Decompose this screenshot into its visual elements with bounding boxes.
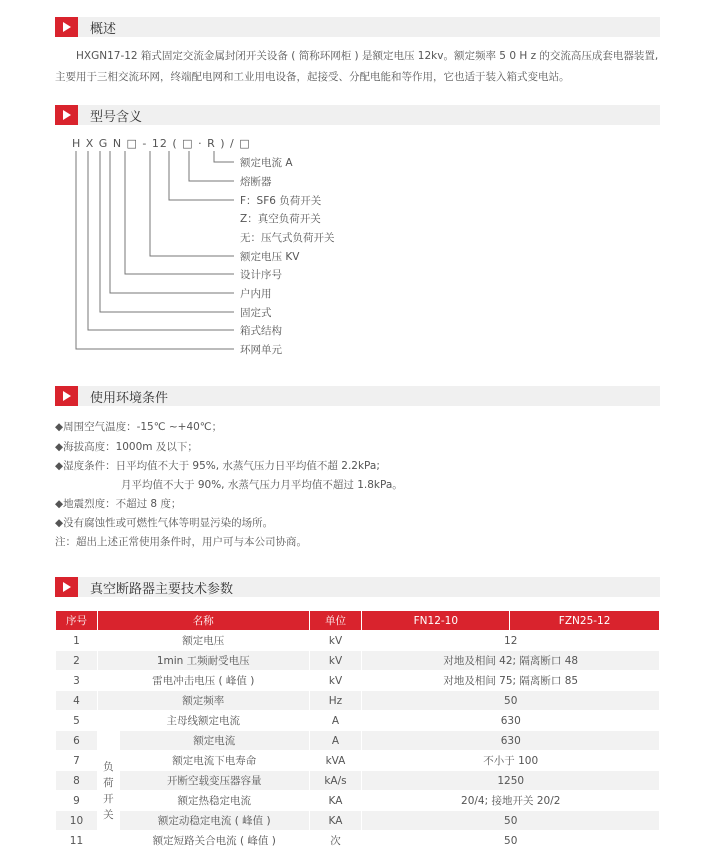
table-row	[56, 771, 660, 791]
table-row	[56, 671, 660, 691]
cell-value: 630	[362, 731, 660, 751]
table-row	[56, 651, 660, 671]
cell-value: 20/4; 接地开关 20/2	[362, 791, 660, 811]
cell-unit: KA	[309, 811, 362, 831]
cell-value: 不小于 100	[362, 751, 660, 771]
model-label: 设计序号	[240, 269, 282, 281]
model-label: 熔断器	[240, 176, 272, 188]
cell-no: 3	[56, 671, 98, 691]
cell-value: 12	[362, 631, 660, 651]
model-label: Z：真空负荷开关	[240, 213, 321, 225]
header-fzn25: FZN25-12	[510, 611, 660, 631]
condition-line: 月平均值不大于 90%, 水蒸气压力月平均值不超过 1.8kPa。	[121, 479, 403, 491]
table-header-row	[56, 611, 660, 631]
table-row	[56, 831, 660, 851]
cell-no: 2	[56, 651, 98, 671]
cell-unit: A	[309, 731, 362, 751]
params-table	[55, 610, 660, 851]
cell-value: 1250	[362, 771, 660, 791]
cell-name: 额定动稳定电流 ( 峰值 )	[119, 811, 309, 831]
cell-no: 10	[56, 811, 98, 831]
cell-unit: kVA	[309, 751, 362, 771]
cell-no: 9	[56, 791, 98, 811]
cell-no: 6	[56, 731, 98, 751]
cell-value: 630	[362, 711, 660, 731]
section-title: 真空断路器主要技术参数	[90, 581, 234, 597]
condition-line: ◆海拔高度：1000m 及以下；	[55, 441, 198, 453]
cell-no: 7	[56, 751, 98, 771]
condition-line: ◆没有腐蚀性或可燃性气体等明显污染的场所。	[55, 517, 274, 529]
model-code: H X G N □ - 12 ( □ · R ) / □	[72, 137, 251, 150]
header-name: 名称	[97, 611, 309, 631]
model-label: 箱式结构	[240, 325, 282, 337]
cell-unit: kA/s	[309, 771, 362, 791]
section-header-environment	[55, 386, 660, 406]
model-label: 额定电流 A	[240, 157, 293, 169]
model-label: 无：压气式负荷开关	[240, 232, 335, 244]
cell-name: 雷电冲击电压 ( 峰值 )	[97, 671, 309, 691]
cell-unit: kV	[309, 671, 362, 691]
cell-no: 4	[56, 691, 98, 711]
cell-value: 对地及相间 75; 隔离断口 85	[362, 671, 660, 691]
cell-unit: KA	[309, 791, 362, 811]
section-title: 使用环境条件	[90, 390, 169, 406]
cell-value: 50	[362, 831, 660, 851]
table-row	[56, 631, 660, 651]
cell-unit: kV	[309, 631, 362, 651]
cell-unit: A	[309, 711, 362, 731]
cell-name: 额定频率	[97, 691, 309, 711]
cell-name: 额定电流下电寿命	[119, 751, 309, 771]
cell-name: 额定热稳定电流	[119, 791, 309, 811]
section-title: 型号含义	[90, 109, 143, 125]
model-label: 户内用	[240, 288, 272, 300]
cell-name: 额定电压	[97, 631, 309, 651]
cell-unit: kV	[309, 651, 362, 671]
condition-line: ◆地震烈度：不超过 8 度；	[55, 498, 182, 510]
cell-name: 开断空载变压器容量	[119, 771, 309, 791]
header-unit: 单位	[309, 611, 362, 631]
play-arrow-icon	[55, 386, 78, 406]
condition-line: ◆湿度条件：日平均值不大于 95%, 水蒸气压力日平均值不超 2.2kPa;	[55, 460, 380, 472]
cell-unit: Hz	[309, 691, 362, 711]
table-row	[56, 751, 660, 771]
header-no: 序号	[56, 611, 98, 631]
table-row	[56, 731, 660, 751]
play-arrow-icon	[55, 577, 78, 597]
cell-no: 5	[56, 711, 98, 731]
section-header-params	[55, 577, 660, 597]
overview-line: 主要用于三相交流环网，终端配电网和工业用电设备，起接受、分配电能和等作用，它也适于装入箱式变电站。	[55, 71, 570, 83]
cell-no: 1	[56, 631, 98, 651]
cell-name: 1min 工频耐受电压	[97, 651, 309, 671]
model-label: F：SF6 负荷开关	[240, 195, 322, 207]
condition-line: ◆周围空气温度：-15℃ ~+40℃；	[55, 421, 223, 433]
cell-name: 额定短路关合电流 ( 峰值 )	[119, 831, 309, 851]
table-row	[56, 711, 660, 731]
cell-name: 主母线额定电流	[97, 711, 309, 731]
table-row	[56, 691, 660, 711]
overview-line: HXGN17-12 箱式固定交流金属封闭开关设备 ( 简称环网柜 ) 是额定电压 12kv。额定频率 5 0 H z 的交流高压成套电器装置,	[76, 50, 659, 62]
table-row	[56, 791, 660, 811]
header-fn12: FN12-10	[362, 611, 510, 631]
group-label-load-switch: 负 荷 开 关	[97, 731, 119, 851]
cell-value: 50	[362, 811, 660, 831]
cell-value: 对地及相间 42; 隔离断口 48	[362, 651, 660, 671]
cell-unit: 次	[309, 831, 362, 851]
table-row	[56, 811, 660, 831]
section-title: 概述	[90, 21, 117, 37]
model-label: 固定式	[240, 307, 272, 319]
condition-note: 注：超出上述正常使用条件时，用户可与本公司协商。	[55, 536, 307, 548]
cell-no: 11	[56, 831, 98, 851]
model-label: 环网单元	[240, 344, 282, 356]
cell-no: 8	[56, 771, 98, 791]
cell-name: 额定电流	[119, 731, 309, 751]
cell-value: 50	[362, 691, 660, 711]
model-label: 额定电压 KV	[240, 251, 300, 263]
